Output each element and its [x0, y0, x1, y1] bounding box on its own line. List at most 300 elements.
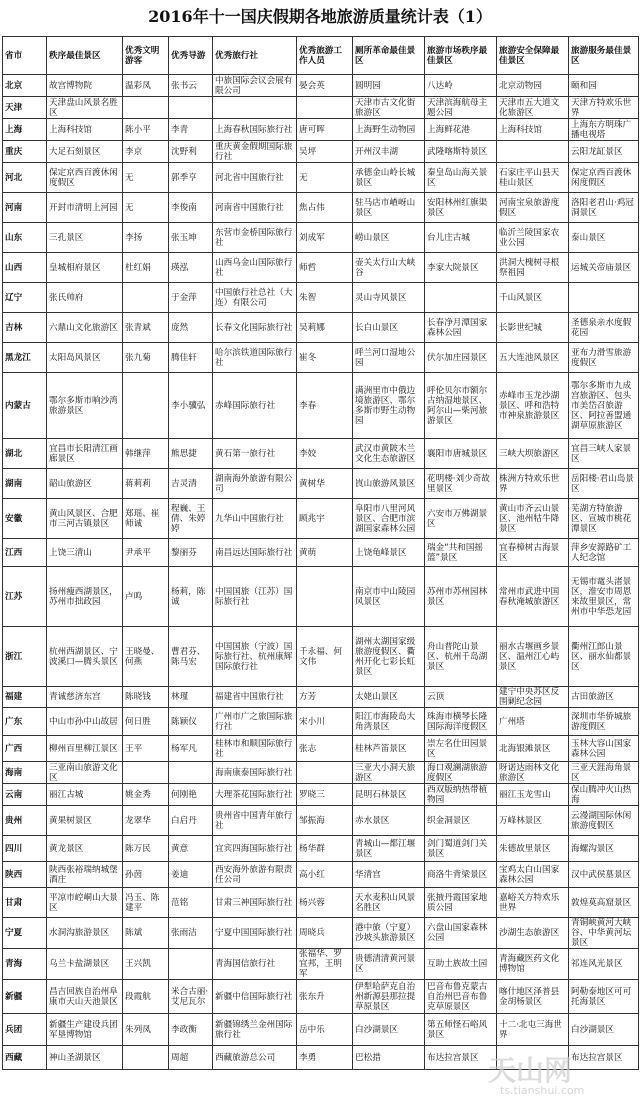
table-cell: 瑞金“共和国摇篮”景区 — [425, 539, 497, 567]
site-watermark — [482, 1050, 632, 1098]
table-cell: 青铜峡黄河大峡谷、中华黄河坛景区 — [569, 918, 639, 949]
table-cell: 张志 — [297, 736, 353, 762]
table-cell: 无 — [297, 163, 353, 193]
table-cell: 华清宫 — [353, 862, 425, 888]
table-row — [3, 687, 639, 708]
table-cell: 陈万民 — [123, 836, 169, 862]
table-cell: 李政衡 — [169, 1014, 213, 1046]
table-cell: 承德金山岭长城景区 — [353, 163, 425, 193]
table-cell: 运城关帝庙景区 — [569, 253, 639, 283]
province-cell: 江苏 — [3, 567, 47, 627]
table-cell: 祁连风光景区 — [569, 949, 639, 980]
table-row — [3, 253, 639, 283]
table-cell: 六安市万佛湖景区 — [425, 499, 497, 539]
table-cell: 王兴凯 — [123, 949, 169, 980]
table-row — [3, 1014, 639, 1046]
table-cell: 丽水古堰画乡景区、温州江心屿景区 — [497, 627, 569, 687]
table-cell: 苏州市苏州园林景区 — [425, 567, 497, 627]
table-cell: 周超 — [169, 1046, 213, 1070]
table-cell: 台儿庄古城 — [425, 223, 497, 253]
table-cell: 郭季亨 — [169, 163, 213, 193]
table-cell: 满洲里市中俄边境旅游区、鄂尔多斯市野生动物园 — [353, 373, 425, 439]
table-row — [3, 343, 639, 373]
table-cell: 陈颖仪 — [169, 708, 213, 736]
header-cell: 优秀文明游客 — [123, 37, 169, 75]
table-cell: 开封市清明上河园 — [47, 193, 123, 223]
province-cell: 山西 — [3, 253, 47, 283]
table-cell: 何日胜 — [123, 708, 169, 736]
table-cell: 三峡大坝旅游区 — [497, 439, 569, 469]
header-cell: 优秀旅行社 — [213, 37, 297, 75]
statistics-table — [2, 36, 639, 1070]
table-row — [3, 97, 639, 119]
header-cell: 优秀旅游工作人员 — [297, 37, 353, 75]
table-cell: 鄂尔多斯市响沙湾旅游景区 — [47, 373, 123, 439]
table-cell: 三亚天涯海角景区 — [569, 762, 639, 784]
table-cell: 沙湖生态旅游区 — [497, 918, 569, 949]
table-cell: 洛阳老君山·鸡冠洞景区 — [569, 193, 639, 223]
table-cell: 长影世纪城 — [497, 313, 569, 343]
table-cell: 崔冬 — [297, 343, 353, 373]
province-cell: 湖南 — [3, 469, 47, 499]
table-cell: 师哲 — [297, 253, 353, 283]
table-cell: 武隆喀斯特景区 — [425, 141, 497, 163]
table-cell: 杜红娟 — [123, 253, 169, 283]
table-cell: 罗晓三 — [297, 784, 353, 806]
table-cell: 长春净月潭国家森林公园 — [425, 313, 497, 343]
table-cell: 襄阳市唐城景区 — [425, 439, 497, 469]
table-cell: 王平 — [123, 736, 169, 762]
province-cell: 天津 — [3, 97, 47, 119]
table-cell: 南京市中山陵园风景区 — [353, 567, 425, 627]
province-cell: 四川 — [3, 836, 47, 862]
table-row — [3, 539, 639, 567]
table-cell: 商洛牛背梁景区 — [425, 862, 497, 888]
table-cell: 布达拉宫景区 — [569, 1046, 639, 1070]
table-cell: 韶山旅游区 — [47, 469, 123, 499]
table-cell: 丽江古城 — [47, 784, 123, 806]
table-cell: 建宁中央苏区反围剿纪念园 — [497, 687, 569, 708]
table-body — [3, 75, 639, 1070]
table-cell: 韩继萍 — [123, 439, 169, 469]
table-cell: 秦皇岛山海关景区 — [425, 163, 497, 193]
table-cell: 米合古丽·艾尼瓦尔 — [169, 980, 213, 1014]
header-cell: 旅游安全保障最佳景区 — [497, 37, 569, 75]
table-cell: 东营市金桥国际旅行社 — [213, 223, 297, 253]
table-cell: 张福华、罗宜邦，王明军 — [297, 949, 353, 980]
table-cell: 中国旅行社总社（大连）有限公司 — [213, 283, 297, 313]
table-cell: 白启丹 — [169, 806, 213, 836]
table-cell: 呼伦贝尔市额尔古纳湿地景区、阿尔山—柴河旅游景区 — [425, 373, 497, 439]
table-cell: 乌兰卡盐湖景区 — [47, 949, 123, 980]
table-cell: 沈野利 — [169, 141, 213, 163]
table-cell — [123, 1046, 169, 1070]
table-cell: 邹振海 — [297, 806, 353, 836]
table-cell: 河南省中国旅行社 — [213, 193, 297, 223]
table-cell: 桂林市和顺国际旅行社 — [213, 736, 297, 762]
table-cell: 哈尔滨铁道国际旅行社 — [213, 343, 297, 373]
table-cell: 太姥山景区 — [353, 687, 425, 708]
province-cell: 云南 — [3, 784, 47, 806]
table-cell: 尹承平 — [123, 539, 169, 567]
table-cell: 安阳林州红旗渠景区 — [425, 193, 497, 223]
table-cell: 温彩凤 — [123, 75, 169, 97]
table-cell: 焦占伟 — [297, 193, 353, 223]
table-cell: 李俊南 — [169, 193, 213, 223]
table-cell: 上海春秋国际旅行社 — [213, 119, 297, 141]
table-row — [3, 163, 639, 193]
table-row — [3, 836, 639, 862]
province-cell: 辽宁 — [3, 283, 47, 313]
table-cell: 范铭 — [169, 888, 213, 918]
table-row — [3, 373, 639, 439]
table-row — [3, 567, 639, 627]
table-cell — [569, 283, 639, 313]
table-cell: 神山圣湖景区 — [47, 1046, 123, 1070]
table-cell: 呀诺达雨林文化旅游区 — [497, 762, 569, 784]
province-cell: 福建 — [3, 687, 47, 708]
province-cell: 上海 — [3, 119, 47, 141]
table-cell: 李小骥弘 — [169, 373, 213, 439]
table-cell: 宋小川 — [297, 708, 353, 736]
table-cell: 圆明园 — [353, 75, 425, 97]
table-cell — [497, 141, 569, 163]
province-cell: 青海 — [3, 949, 47, 980]
table-cell: 海口观澜湖旅游度假区 — [425, 762, 497, 784]
table-cell: 常州市武进中国春秋淹城旅游区 — [497, 567, 569, 627]
table-cell: 千永福、何文伟 — [297, 627, 353, 687]
header-cell: 旅游服务最佳景区 — [569, 37, 639, 75]
watermark-subtext: ts.tianshui.com — [500, 1084, 585, 1097]
header-cell: 秩序最佳景区 — [47, 37, 123, 75]
table-cell — [123, 97, 169, 119]
table-cell: 巴松措 — [353, 1046, 425, 1070]
table-cell — [297, 97, 353, 119]
table-cell: 宜昌市长阳清江画廊景区 — [47, 439, 123, 469]
table-cell: 万峰林景区 — [497, 806, 569, 836]
table-cell: 上海科技馆 — [47, 119, 123, 141]
table-cell: 重庆黄金假期国际旅行社 — [213, 141, 297, 163]
table-cell: 岳中乐 — [297, 1014, 353, 1046]
table-row — [3, 469, 639, 499]
table-cell: 平凉市崆峒山大景区 — [47, 888, 123, 918]
table-cell: 新疆中信国际旅行社 — [213, 980, 297, 1014]
table-cell: 颐和园 — [569, 75, 639, 97]
province-cell: 广西 — [3, 736, 47, 762]
table-cell: 三亚大小洞天旅游区 — [353, 762, 425, 784]
table-cell: 白沙湖景区 — [353, 1014, 425, 1046]
table-cell: 朱德故里景区 — [497, 836, 569, 862]
province-cell: 陕西 — [3, 862, 47, 888]
table-cell: 阳江市海陵岛大角湾景区 — [353, 708, 425, 736]
table-cell: 水洞沟旅游景区 — [47, 918, 123, 949]
table-cell: 西安海外旅游有限责任公司 — [213, 862, 297, 888]
table-cell — [169, 762, 213, 784]
table-cell: 李勇 — [297, 1046, 353, 1070]
table-cell: 广州市广之旅国际旅行社 — [213, 708, 297, 736]
table-cell: 蒋莉莉 — [123, 469, 169, 499]
table-cell: 北海银滩景区 — [497, 736, 569, 762]
table-cell: 泰山景区 — [569, 223, 639, 253]
table-cell: 周晓兵 — [297, 918, 353, 949]
table-cell: 福建省中国旅行社 — [213, 687, 297, 708]
table-cell: 熊思捷 — [169, 439, 213, 469]
table-cell: 河南宝泉旅游度假区 — [497, 193, 569, 223]
table-cell: 阜阳市八里河风景区、合肥市滨湖国家森林公园 — [353, 499, 425, 539]
table-cell: 皇城相府景区 — [47, 253, 123, 283]
table-cell: 嘉峪关方特欢乐世界 — [497, 888, 569, 918]
table-row — [3, 119, 639, 141]
header-cell: 旅游市场秩序最佳景区 — [425, 37, 497, 75]
table-cell: 李春 — [297, 373, 353, 439]
table-cell: 山西乌金山国际旅行社 — [213, 253, 297, 283]
table-cell: 六盘山国家森林公园 — [425, 918, 497, 949]
table-cell: 圣德泉亲水度假花园 — [569, 313, 639, 343]
table-cell: 黄山市齐云山景区、池州牯牛降景区 — [497, 499, 569, 539]
table-cell: 上海野生动物园 — [353, 119, 425, 141]
table-cell: 上海东方明珠广播电视塔 — [569, 119, 639, 141]
table-row — [3, 499, 639, 539]
table-cell: 腾佳轩 — [169, 343, 213, 373]
table-cell: 崀山旅游风景区 — [353, 469, 425, 499]
header-cell: 优秀导游 — [169, 37, 213, 75]
province-cell: 江西 — [3, 539, 47, 567]
table-cell: 吴莉娜 — [297, 313, 353, 343]
table-cell: 巴音布鲁克蒙古自治州巴音布鲁克草原景区 — [425, 980, 497, 1014]
table-cell: 杨军凡 — [169, 736, 213, 762]
province-cell: 河南 — [3, 193, 47, 223]
table-cell: 三亚南山旅游文化区 — [47, 762, 123, 784]
table-cell: 刘成军 — [297, 223, 353, 253]
table-cell: 何刚艳 — [169, 784, 213, 806]
province-cell: 广东 — [3, 708, 47, 736]
table-cell: 舟山普陀山景区、杭州千岛湖景区 — [425, 627, 497, 687]
table-cell: 朱智 — [297, 283, 353, 313]
table-cell: 林瑾 — [169, 687, 213, 708]
table-row — [3, 75, 639, 97]
province-cell: 浙江 — [3, 627, 47, 687]
table-cell: 无 — [123, 163, 169, 193]
table-cell: 互助土族故土园 — [425, 949, 497, 980]
table-cell: 湖州太湖国家级旅游度假区、衢州开化七彩长虹景区 — [353, 627, 425, 687]
table-cell: 杨莉，陈诚 — [169, 567, 213, 627]
table-cell: 李姣 — [297, 439, 353, 469]
table-cell: 洪洞大槐树寻根祭祖园 — [497, 253, 569, 283]
table-cell: 上海鲜花港 — [425, 119, 497, 141]
table-cell: 杨兴蓉 — [297, 888, 353, 918]
table-cell: 昆明石林景区 — [353, 784, 425, 806]
table-cell: 河北省中国旅行社 — [213, 163, 297, 193]
table-cell: 白沙湖景区 — [569, 1014, 639, 1046]
table-cell: 上饶龟峰景区 — [353, 539, 425, 567]
table-cell: 十二·北屯三海世界 — [497, 1014, 569, 1046]
table-cell: 五大连池风景区 — [497, 343, 569, 373]
table-cell: 李京 — [123, 141, 169, 163]
province-cell: 新疆 — [3, 980, 47, 1014]
table-row — [3, 141, 639, 163]
table-cell: 段霞航 — [123, 980, 169, 1014]
table-cell: 昌吉回族自治州阜康市天山天池景区 — [47, 980, 123, 1014]
table-cell: 长春文化国际旅行社 — [213, 313, 297, 343]
table-cell: 崇左名仕田园景区 — [425, 736, 497, 762]
table-cell — [123, 283, 169, 313]
table-cell: 灵山寺风景区 — [353, 283, 425, 313]
table-cell — [169, 949, 213, 980]
table-cell: 中国国旅（江苏）国际旅行社 — [213, 567, 297, 627]
table-cell — [425, 283, 497, 313]
header-row — [3, 37, 639, 75]
table-cell: 赤水景区 — [353, 806, 425, 836]
table-cell: 壶关太行山大峡谷 — [353, 253, 425, 283]
header-cell: 厕所革命最佳景区 — [353, 37, 425, 75]
table-cell: 保定京西百渡休闲度假区 — [47, 163, 123, 193]
table-cell: 张玉坤 — [169, 223, 213, 253]
table-cell: 天津方特欢乐世界 — [569, 97, 639, 119]
province-cell: 吉林 — [3, 313, 47, 343]
table-cell: 九华山中国旅行社 — [213, 499, 297, 539]
table-cell — [123, 762, 169, 784]
table-cell: 陈斌 — [123, 918, 169, 949]
table-cell: 古田旅游区 — [569, 687, 639, 708]
table-cell: 广州塔 — [497, 708, 569, 736]
table-cell: 桂林芦笛景区 — [353, 736, 425, 762]
province-cell: 河北 — [3, 163, 47, 193]
table-cell: 保山腾冲火山热海 — [569, 784, 639, 806]
table-cell: 天津盘山风景名胜区 — [47, 97, 123, 119]
table-cell: 于金萍 — [169, 283, 213, 313]
table-cell: 黄萌 — [297, 539, 353, 567]
province-cell: 宁夏 — [3, 918, 47, 949]
table-cell: 姚金秀 — [123, 784, 169, 806]
table-cell: 西藏旅游总公司 — [213, 1046, 297, 1070]
table-cell: 青城山—都江堰景区 — [353, 836, 425, 862]
province-cell: 西藏 — [3, 1046, 47, 1070]
table-cell: 陈小平 — [123, 119, 169, 141]
table-cell: 云阳龙缸景区 — [569, 141, 639, 163]
table-cell: 宜昌三峡人家景区 — [569, 439, 639, 469]
table-cell: 深圳市华侨城旅游度假区 — [569, 708, 639, 736]
table-cell: 天津市古文化街旅游区 — [353, 97, 425, 119]
table-row — [3, 980, 639, 1014]
table-cell: 张雨洁 — [169, 918, 213, 949]
table-cell: 李家大院景区 — [425, 253, 497, 283]
table-cell: 上海科技馆 — [497, 119, 569, 141]
table-cell: 杭州西湖景区、宁波溪口—腾头景区 — [47, 627, 123, 687]
table-cell: 临沂兰陵国家农业公园 — [497, 223, 569, 253]
table-cell: 开州汉丰湖 — [353, 141, 425, 163]
table-cell: 孙茵 — [123, 862, 169, 888]
table-cell: 新疆生产建设兵团军垦博物馆 — [47, 1014, 123, 1046]
table-cell: 黄意 — [169, 836, 213, 862]
table-cell: 株洲方特欢乐世界 — [497, 469, 569, 499]
table-cell: 青诚慈济东宫 — [47, 687, 123, 708]
watermark-text: 天山网 — [488, 1054, 573, 1087]
table-cell: 亚布力滑雪旅游度假区 — [569, 343, 639, 373]
table-cell: 织金洞景区 — [425, 806, 497, 836]
table-cell: 阿勒泰地区可可托海景区 — [569, 980, 639, 1014]
table-cell: 伊犁哈萨克自治州新源县那拉提草原景区 — [353, 980, 425, 1014]
table-cell: 天津市五大道文化旅游区 — [497, 97, 569, 119]
table-cell: 唐可晖 — [297, 119, 353, 141]
table-row — [3, 283, 639, 313]
table-cell: 鄂尔多斯市九成宫旅游区、包头市美岱召旅游区、阿拉善盟通湖草原旅游区 — [569, 373, 639, 439]
table-cell: 驻马店市嵖岈山景区 — [353, 193, 425, 223]
province-cell: 山东 — [3, 223, 47, 253]
table-cell: 三孔景区 — [47, 223, 123, 253]
table-cell: 丽江玉龙雪山 — [497, 784, 569, 806]
table-row — [3, 949, 639, 980]
table-cell: 张东升 — [297, 980, 353, 1014]
table-row — [3, 736, 639, 762]
table-cell: 方芳 — [297, 687, 353, 708]
table-cell: 黎丽芬 — [169, 539, 213, 567]
table-cell: 宜宾四海国际旅行社 — [213, 836, 297, 862]
table-cell: 张青斌 — [123, 313, 169, 343]
table-cell: 柳州百里柳江景区 — [47, 736, 123, 762]
table-cell: 程巍、王倩、朱婷婷 — [169, 499, 213, 539]
table-cell: 呼兰河口湿地公园 — [353, 343, 425, 373]
table-cell: 汉中武侯墓景区 — [569, 862, 639, 888]
table-cell: 新疆锦绣兰金州国际旅行社 — [213, 1014, 297, 1046]
province-cell: 安徽 — [3, 499, 47, 539]
table-cell: 张九菊 — [123, 343, 169, 373]
table-cell: 大足石刻景区 — [47, 141, 123, 163]
table-cell: 岳阳楼·君山岛景区 — [569, 469, 639, 499]
table-cell: 六鼎山文化旅游区 — [47, 313, 123, 343]
table-cell: 太阳岛风景区 — [47, 343, 123, 373]
table-cell: 陈晓钱 — [123, 687, 169, 708]
table-cell: 青海藏医药文化博物馆 — [497, 949, 569, 980]
table-cell: 吴坪 — [297, 141, 353, 163]
table-cell: 海螺沟景区 — [569, 836, 639, 862]
table-row — [3, 862, 639, 888]
table-cell: 中旅国际会议会展有限公司 — [213, 75, 297, 97]
table-cell: 张氏帅府 — [47, 283, 123, 313]
table-cell: 张书云 — [169, 75, 213, 97]
table-cell: 黄树华 — [297, 469, 353, 499]
table-cell: 赤峰国际旅行社 — [213, 373, 297, 439]
table-cell: 陕西张裕瑞纳城堡酒庄 — [47, 862, 123, 888]
table-row — [3, 888, 639, 918]
province-cell: 北京 — [3, 75, 47, 97]
table-cell: 天水麦积山风景名胜区 — [353, 888, 425, 918]
table-cell: 无锡市鼋头渚景区，淮安市周恩来故里景区，常州市中华恐龙园 — [569, 567, 639, 627]
table-cell — [297, 762, 353, 784]
table-cell: 北京动物园 — [497, 75, 569, 97]
province-cell: 重庆 — [3, 141, 47, 163]
table-cell: 王晓曼、何燕 — [123, 627, 169, 687]
table-cell: 故宫博物院 — [47, 75, 123, 97]
table-cell: 上饶三清山 — [47, 539, 123, 567]
table-cell: 云漫湖国际休闲旅游度假区 — [569, 806, 639, 836]
province-cell: 兵团 — [3, 1014, 47, 1046]
table-cell: 龙翠华 — [123, 806, 169, 836]
table-cell: 无 — [123, 193, 169, 223]
table-cell: 长白山景区 — [353, 313, 425, 343]
page-title: 2016年十一国庆假期各地旅游质量统计表（1） — [148, 7, 492, 26]
table-cell: 湖南海外旅游有限公司 — [213, 469, 297, 499]
table-cell: 曹君芬、陈马宏 — [169, 627, 213, 687]
table-cell: 石家庄平山县天桂山景区 — [497, 163, 569, 193]
table-row — [3, 784, 639, 806]
table-row — [3, 708, 639, 736]
table-cell: 伏尔加庄园景区 — [425, 343, 497, 373]
table-cell: 海南康泰国际旅行社 — [213, 762, 297, 784]
table-cell: 朱列凤 — [123, 1014, 169, 1046]
table-cell — [169, 97, 213, 119]
province-cell: 海南 — [3, 762, 47, 784]
table-cell: 云顶 — [425, 687, 497, 708]
